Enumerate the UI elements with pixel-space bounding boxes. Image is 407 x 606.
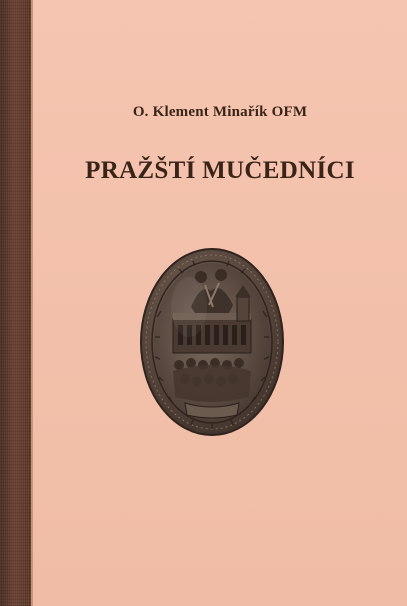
cloth-spine bbox=[0, 0, 31, 606]
spine-edge bbox=[31, 0, 33, 606]
book-title: PRAŽŠTÍ MUČEDNÍCI bbox=[85, 157, 355, 184]
author-name: O. Klement Minařík OFM bbox=[132, 104, 308, 120]
seal-icon bbox=[139, 247, 285, 437]
